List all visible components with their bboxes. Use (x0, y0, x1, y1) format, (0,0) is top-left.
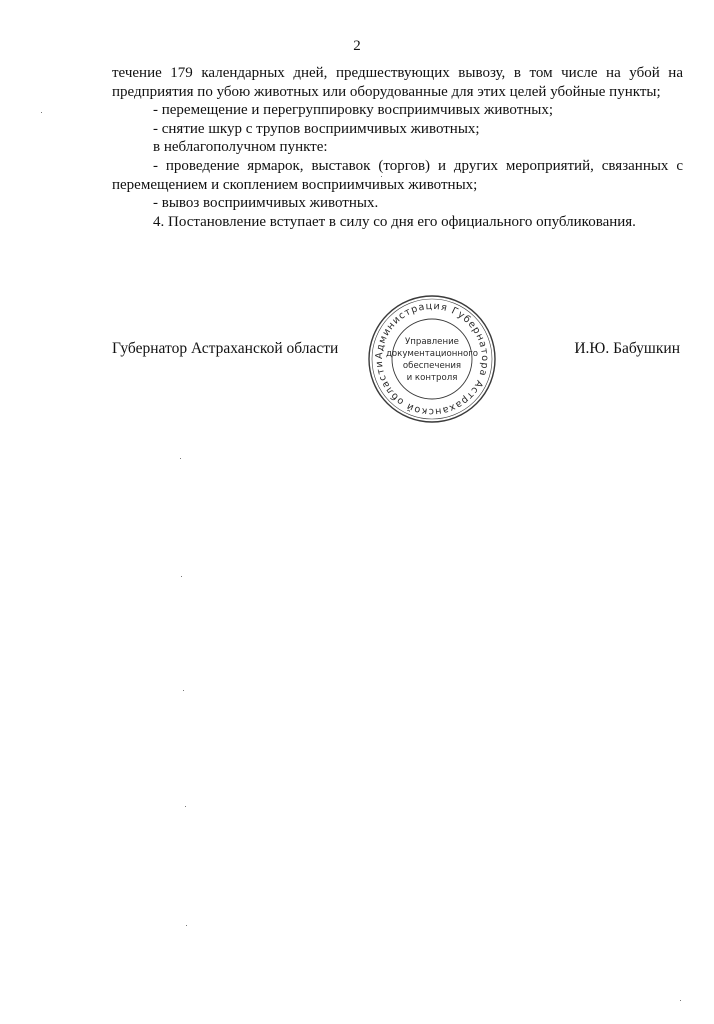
scan-speck (181, 576, 182, 577)
scan-speck (180, 458, 181, 459)
seal-center-line: Управление (405, 337, 459, 347)
scan-speck (186, 925, 187, 926)
paragraph-continuation: течение 179 календарных дней, предшествующих вывозу, в том числе на убой на предприятия по убою животных или оборудованные для этих целей убойные пункты; (112, 65, 683, 100)
scan-speck (185, 806, 186, 807)
official-seal (366, 293, 498, 425)
seal-ring-text-value: Администрация Губернатора Астраханской области (373, 300, 491, 418)
page-number: 2 (353, 38, 361, 54)
seal-inner-ring (392, 319, 472, 399)
seal-outer-ring (369, 296, 495, 422)
signature-name: И.Ю. Бабушкин (574, 340, 680, 357)
list-item: - вывоз восприимчивых животных. (153, 195, 379, 212)
seal-outer-ring-inner (372, 299, 492, 419)
scan-speck (381, 176, 382, 177)
list-item: - перемещение и перегруппировку восприимчивых животных; (153, 102, 554, 119)
section-subheading: в неблагополучном пункте: (153, 139, 328, 156)
scan-speck (41, 112, 42, 113)
scan-speck (183, 690, 184, 691)
paragraph-effective-date: 4. Постановление вступает в силу со дня его официального опубликования. (153, 213, 636, 230)
list-item: - снятие шкур с трупов восприимчивых животных; (153, 120, 480, 137)
seal-center-line: обеспечения (402, 361, 462, 371)
seal-center-line: и контроля (406, 373, 458, 383)
seal-center-line: документационного (385, 349, 479, 359)
list-item: - проведение ярмарок, выставок (торгов) и других мероприятий, связанных с перемещением и скоплением восприимчивых животных; (112, 157, 683, 193)
document-body (112, 64, 683, 231)
scan-speck (680, 1000, 681, 1001)
signature-title: Губернатор Астраханской области (112, 340, 339, 357)
